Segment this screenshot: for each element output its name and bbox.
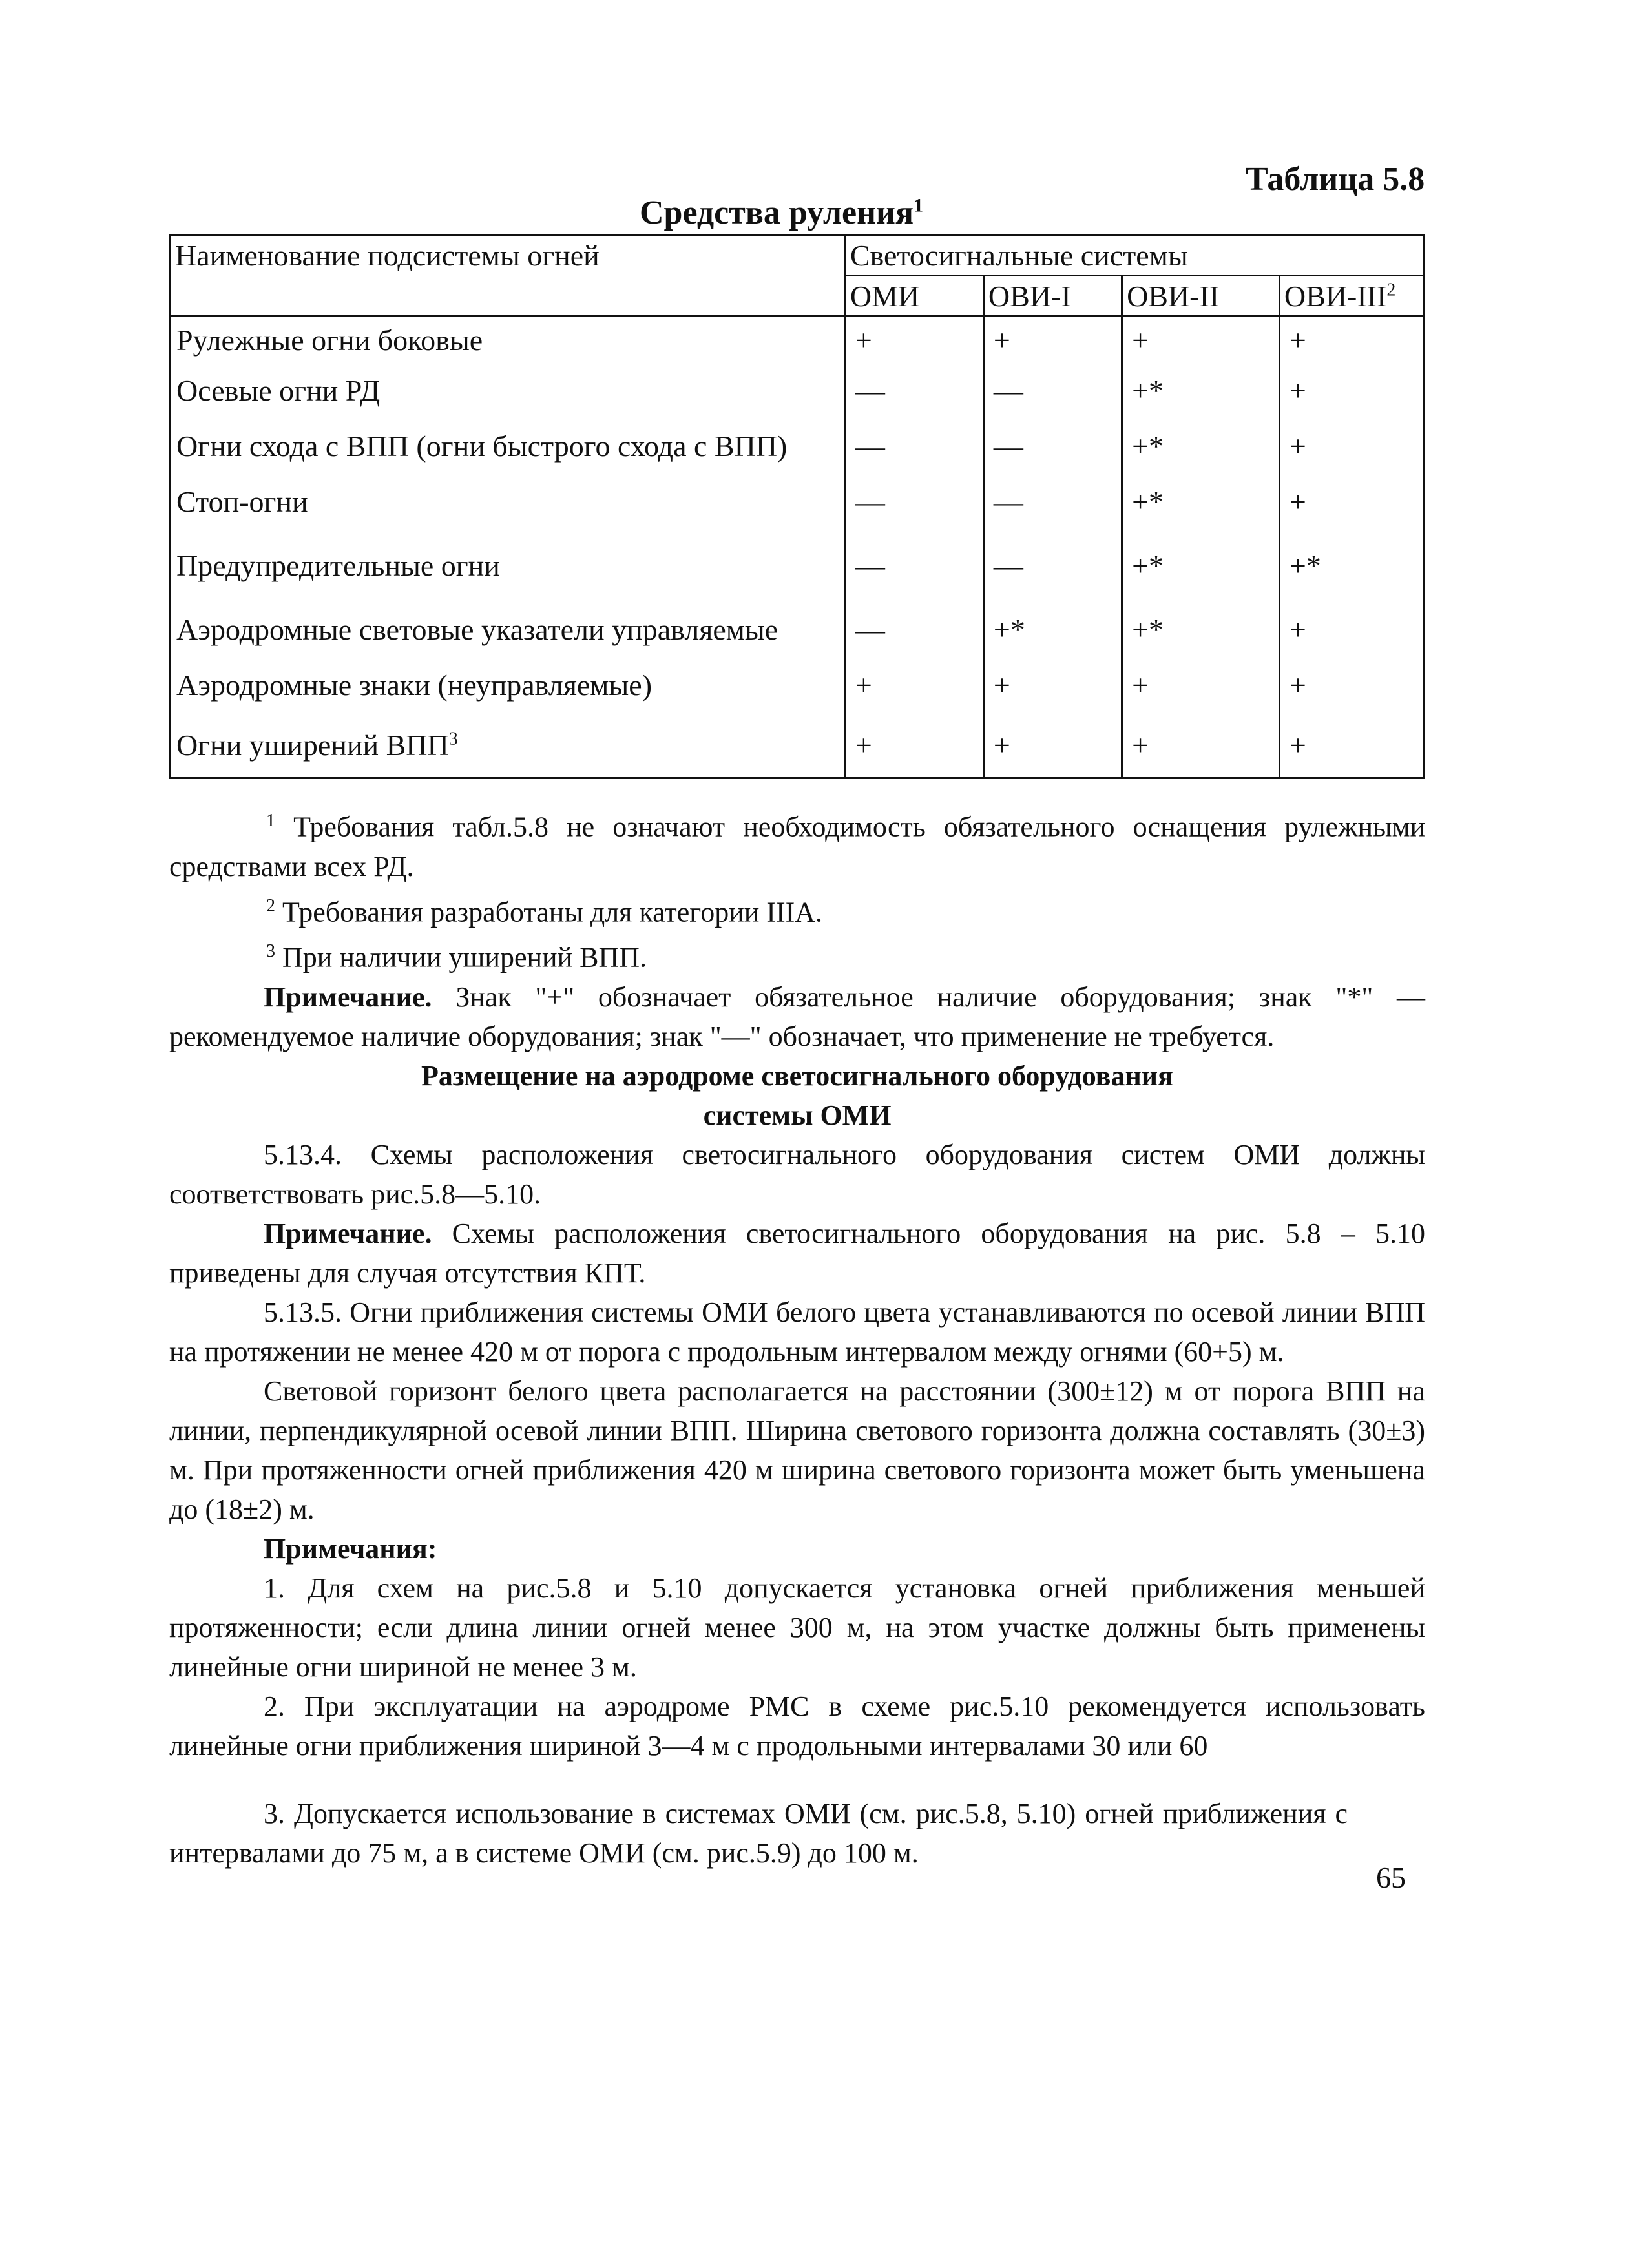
header-col-ovi-1: ОВИ-I [983,276,1122,317]
table-row [171,473,1425,529]
header-col-ovi-3-footnote-mark: 2 [1386,280,1396,300]
table-row [171,657,1425,713]
notes-label: Примечания: [264,1532,437,1565]
cell-value: — [983,362,1122,418]
row-name [171,418,846,473]
row-footnote-mark: 3 [448,729,458,749]
cell-value: + [1279,657,1424,713]
row-name [171,473,846,529]
section-heading-line-1: Размещение на аэродроме светосигнального оборудования [421,1059,1173,1092]
footnote-3-mark: 3 [266,941,275,962]
cell-value: — [845,473,983,529]
cell-value: + [845,317,983,363]
note-schemes-text: Схемы расположения светосигнального оборудования на рис. 5.8 – 5.10 приведены для случая отсутствия КПТ. [169,1217,1425,1289]
cell-value: + [1122,713,1280,778]
cell-value: — [845,362,983,418]
note-item-3: 3. Допускается использование в системах ОМИ (см. рис.5.8, 5.10) огней приближения с интервалами до 75 м, а в системе ОМИ (см. рис.5.9) до 100 м. [169,1797,1348,1869]
cell-value: — [983,473,1122,529]
table-row [171,713,1425,778]
note-item-1: 1. Для схем на рис.5.8 и 5.10 допускается установка огней приближения меньшей протяженности; если длина линии огней менее 300 м, на этом участке должны быть применены линейные огни шириной не менее 3 м. [169,1572,1425,1683]
table-row [171,529,1425,601]
cell-value: +* [1279,529,1424,601]
cell-value: + [1279,713,1424,778]
cell-value: +* [1122,601,1280,657]
cell-value: + [983,317,1122,363]
text-block [169,801,1425,1873]
row-name [171,317,846,363]
row-name [171,713,846,778]
cell-value: + [1279,418,1424,473]
cell-value: — [983,418,1122,473]
header-subsystem-name: Наименование подсистемы огней [171,235,846,317]
row-name [171,529,846,601]
cell-value: + [1279,473,1424,529]
cell-value: — [845,418,983,473]
table-row [171,601,1425,657]
footnote-1 [169,801,1425,886]
section-heading-line-2: системы ОМИ [703,1099,892,1131]
table-title-text: Средства руления [640,194,914,231]
cell-value: +* [1122,418,1280,473]
row-name-text: Аэродромные световые указатели управляемые [176,612,778,646]
row-name-text: Огни схода с ВПП (огни быстрого схода с ВПП) [176,429,788,463]
note-schemes [169,1214,1425,1293]
table-row [171,418,1425,473]
table-title-footnote-mark: 1 [914,194,924,216]
table-body [171,317,1425,778]
table-row [171,362,1425,418]
note-signs [169,977,1425,1056]
cell-value: — [983,529,1122,601]
footnote-2-text: Требования разработаны для категории IIIА. [282,896,823,928]
header-light-systems: Светосигнальные системы [845,235,1424,276]
footnote-3-text: При наличии уширений ВПП. [282,941,647,973]
cell-value: + [1279,362,1424,418]
footnote-1-text: Требования табл.5.8 не означают необходимость обязательного оснащения рулежными средствами всех РД. [169,811,1426,882]
note-item-2: 2. При эксплуатации на аэродроме РМС в схеме рис.5.10 рекомендуется использовать линейные огни приближения шириной 3—4 м с продольными интервалами 30 или 60 [169,1690,1425,1762]
header-col-ovi-2: ОВИ-II [1122,276,1280,317]
row-name [171,362,846,418]
row-name-text: Рулежные огни боковые [176,323,483,357]
cell-value: + [983,713,1122,778]
cell-value: + [1122,317,1280,363]
cell-value: +* [983,601,1122,657]
cell-value: — [845,601,983,657]
cell-value: + [1279,601,1424,657]
header-col-ovi-3 [1279,276,1424,317]
cell-value: +* [1122,362,1280,418]
cell-value: +* [1122,473,1280,529]
header-col-ovi-3-text: ОВИ-III [1284,279,1387,313]
row-name [171,601,846,657]
footnote-1-mark: 1 [266,811,275,831]
page-number: 65 [1376,1861,1406,1894]
footnote-3 [169,931,1425,977]
cell-value: + [845,713,983,778]
note-signs-text: Знак "+" обозначает обязательное наличие оборудования; знак "*" — рекомендуемое наличие оборудования; знак "—" обозначает, что применение не требуется. [169,981,1425,1052]
paragraph-5-13-4: 5.13.4. Схемы расположения светосигнального оборудования систем ОМИ должны соответствовать рис.5.8—5.10. [169,1138,1425,1210]
paragraph-light-horizon: Световой горизонт белого цвета располагается на расстоянии (300±12) м от порога ВПП на линии, перпендикулярной осевой линии ВПП. Ширина светового горизонта должна составлять (30±3) м. При протяженности огней приближения 420 м ширина светового горизонта может быть уменьшена до (18±2) м. [169,1375,1425,1525]
table-title [640,194,923,232]
note-signs-label: Примечание. [264,981,432,1013]
row-name-text: Аэродромные знаки (неуправляемые) [176,668,653,702]
cell-value: — [845,529,983,601]
row-name [171,657,846,713]
taxiing-aids-table [169,234,1425,779]
cell-value: + [845,657,983,713]
row-name-text: Осевые огни РД [176,373,381,407]
footnote-2 [169,886,1425,932]
cell-value: + [1279,317,1424,363]
table-label: Таблица 5.8 [1246,161,1425,198]
header-col-omi: ОМИ [845,276,983,317]
cell-value: +* [1122,529,1280,601]
row-name-text: Стоп-огни [176,484,308,518]
table-row [171,317,1425,363]
footnote-2-mark: 2 [266,895,275,916]
note-schemes-label: Примечание. [264,1217,432,1249]
row-name-text: Предупредительные огни [176,548,500,582]
cell-value: + [983,657,1122,713]
paragraph-5-13-5: 5.13.5. Огни приближения системы ОМИ белого цвета устанавливаются по осевой линии ВПП на протяжении не менее 420 м от порога с продольным интервалом между огнями (60+5) м. [169,1296,1425,1368]
row-name-text: Огни уширений ВПП [176,728,449,762]
cell-value: + [1122,657,1280,713]
